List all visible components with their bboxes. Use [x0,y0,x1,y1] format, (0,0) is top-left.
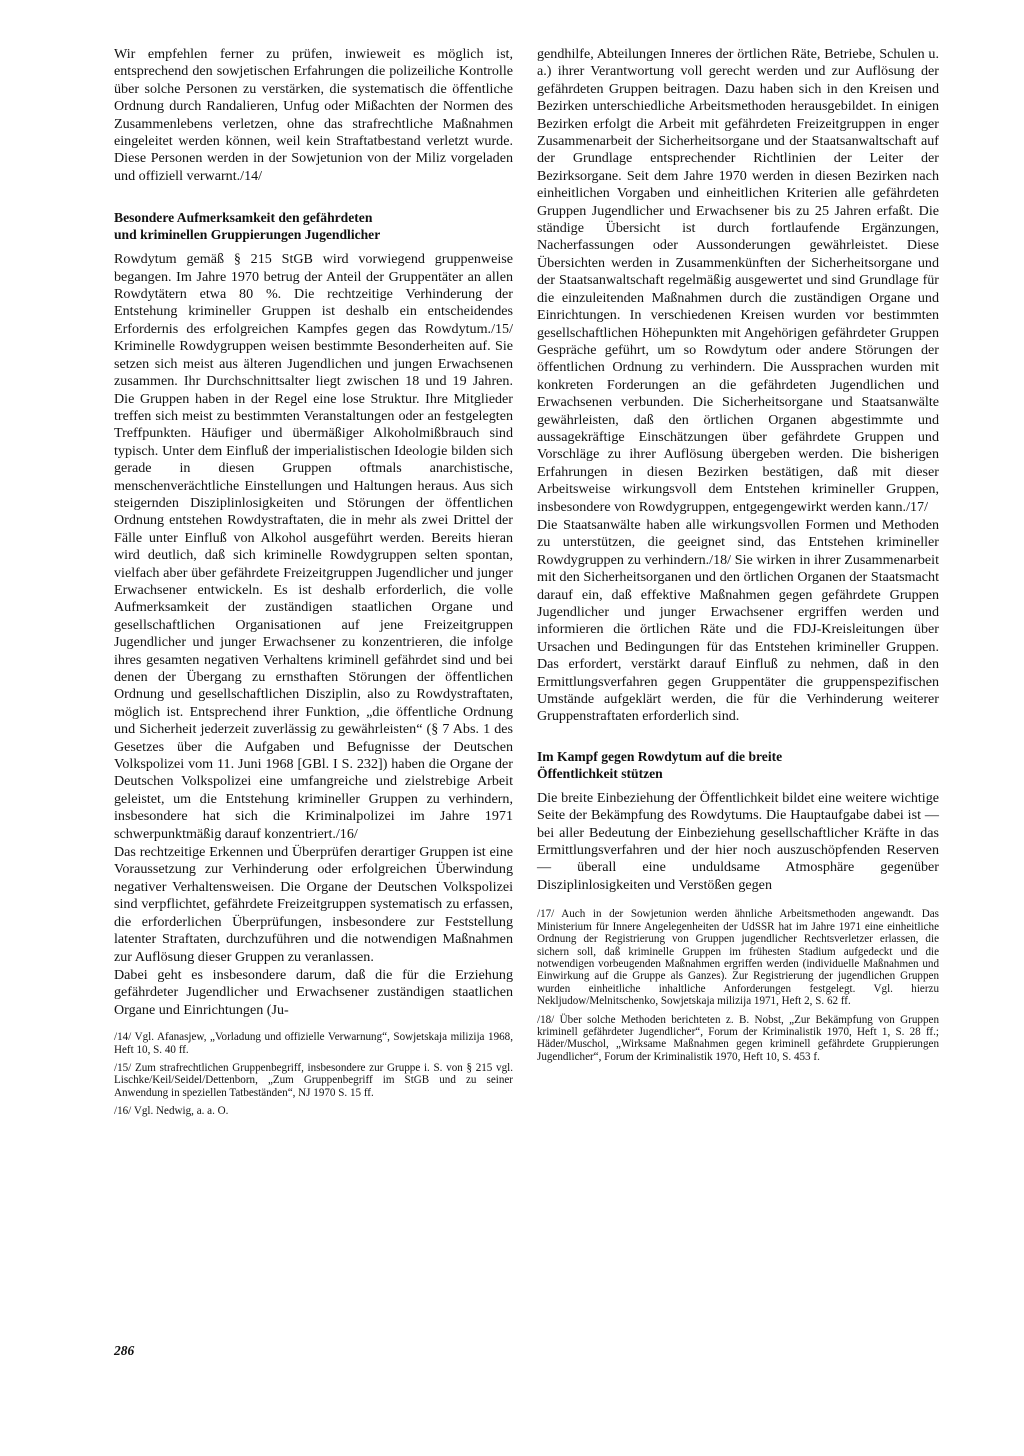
heading-line: Öffentlichkeit stützen [537,765,663,781]
right-column [537,46,939,1069]
heading-line: Besondere Aufmerksamkeit den gefährdeten [114,210,373,226]
footnote-15: /15/ Zum strafrechtlichen Gruppenbegriff, insbesondere zur Gruppe i. S. von § 215 vgl. Lischke/Keil/Seidel/Dettenborn, „Zum Gruppenbegriff im StGB und zu seiner Anwendung in speziellen Tatbeständen“, NJ 1970 S. 15 ff. [114,1061,513,1099]
body-paragraph: Dabei geht es insbesondere darum, daß die für die Erziehung gefährdeter Jugendlicher und Erwachsener zuständigen staatlichen Organe und Einrichtungen (Ju- [114,966,513,1018]
section-heading-oeffentlichkeit [537,748,939,782]
heading-line: Im Kampf gegen Rowdytum auf die breite [537,748,783,764]
footnotes-right [537,908,939,1063]
footnote-14: /14/ Vgl. Afanasjew, „Vorladung und offizielle Verwarnung“, Sowjetskaja milizija 1968, Heft 10, S. 40 ff. [114,1031,513,1056]
footnotes-left [114,1031,513,1117]
footnote-18: /18/ Über solche Methoden berichteten z. B. Nobst, „Zur Bekämpfung von Gruppen kriminell gefährdeter Jugendlicher“, Forum der Kriminalistik 1970, Heft 1, S. 28 ff.; Häder/Muschol, „Wirksame Maßnahmen gegen kriminell gefährdete Gruppierungen Jugendlicher“, Forum der Kriminalistik 1970, Heft 10, S. 453 f. [537,1013,939,1063]
body-paragraph: Das rechtzeitige Erkennen und Überprüfen derartiger Gruppen ist eine Voraussetzung zur Verhinderung oder erfolgreichen Überwindung negativer Verhaltensweisen. Die Organe der Deutschen Volkspolizei sind verpflichtet, gefährdete Freizeitgruppen systematisch zu erfassen, die erforderlichen Überprüfungen, insbesondere zur Feststellung latenter Straftaten, durchzuführen und die notwendigen Maßnahmen zur Auflösung dieser Gruppen zu veranlassen. [114,844,513,965]
footnote-17: /17/ Auch in der Sowjetunion werden ähnliche Arbeitsmethoden angewandt. Das Ministerium für Innere Angelegenheiten der UdSSR hat im Jahre 1971 eine einheitliche Ordnung der Registrierung von Gruppen jugendlicher Rechtsverletzer erlassen, die sichern soll, daß kriminelle Gruppen im frühesten Stadium aufgedeckt und die notwendigen vorbeugenden Maßnahmen ergriffen werden (individuelle Maßnahmen und Einwirkung auf die Gruppe als Ganzes). Zur Registrierung der jugendlichen Gruppen wurden einheitliche inhaltliche Anforderungen festgelegt. Vgl. hierzu Nekljudow/Melnitschenko, Sowjetskaja milizija 1971, Heft 2, S. 62 ff. [537,908,939,1008]
section-paragraph: Die breite Einbeziehung der Öffentlichkeit bildet eine weitere wichtige Seite der Bekämpfung des Rowdytums. Die Hauptaufgabe dabei ist — bei aller Bedeutung der Einbeziehung gesellschaftlicher Kräfte in das Ermittlungsverfahren und der hier noch auszuschöpfenden Reserven — überall eine unduldsame Atmosphäre gegenüber Disziplinlosigkeiten und Verstößen gegen [537,789,939,893]
intro-paragraph: Wir empfehlen ferner zu prüfen, inwieweit es möglich ist, entsprechend den sowjetischen Erfahrungen die polizeiliche Kontrolle über solche Personen zu verstärken, die systematisch die öffentliche Ordnung durch Randalieren, Unfug oder Mißachten der Normen des Zusammenlebens verletzen, ohne das strafrechtliche Maßnahmen eingeleitet werden können, weil kein Straftatbestand verletzt wurde. Diese Personen werden in der Sowjetunion von der Miliz vorgeladen und offiziell verwarnt./14/ [114,46,513,184]
body-paragraph: Rowdytum gemäß § 215 StGB wird vorwiegend gruppenweise begangen. Im Jahre 1970 betrug der Anteil der Gruppentäter an allen Rowdytätern etwa 80 %. Die rechtzeitige Verhinderung der Entstehung krimineller Gruppen ist deshalb ein entscheidendes Erfordernis des erfolgreichen Kampfes gegen das Rowdytum./15/ Kriminelle Rowdygruppen weisen bestimmte Besonderheiten auf. Sie setzen sich meist aus älteren Jugendlichen und jungen Erwachsenen zusammen. Ihr Durchschnittsalter liegt zwischen 18 und 19 Jahren. Die Gruppen haben in der Regel eine lose Struktur. Ihre Mitglieder treffen sich meist zu bestimmten Veranstaltungen oder an festgelegten Treffpunkten. Häufiger und übermäßiger Alkoholmißbrauch sind typisch. Unter dem Einfluß der imperialistischen Ideologie bilden sich gerade in diesen Gruppen oftmals anarchistische, menschenverächtliche Einstellungen und Haltungen heraus. Aus sich steigernden Disziplinlosigkeiten und Störungen der öffentlichen Ordnung entstehen Rowdystraftaten, die in mehr als zwei Drittel der Fälle unter Einfluß von Alkohol ausgeführt werden. Bereits hieran wird deutlich, daß sich kriminelle Rowdygruppen selten spontan, vielfach aber über gefährdete Freizeitgruppen Jugendlicher und junger Erwachsener entwickeln. Es ist deshalb erforderlich, die volle Aufmerksamkeit der zuständigen staatlichen Organe und gesellschaftlichen Organisationen auf jene Freizeitgruppen Jugendlicher und junger Erwachsener zu konzentrieren, die infolge ihres gesamten negativen Verhaltens kriminell gefährdet sind und bei denen der Übergang zu ernsthaften Störungen der öffentlichen Ordnung und gesellschaftlichen Disziplin, also zu Rowdystraftaten, möglich ist. Entsprechend ihrer Funktion, „die öffentliche Ordnung und Sicherheit jederzeit zuverlässig zu gewährleisten“ (§ 7 Abs. 1 des Gesetzes über die Aufgaben und Befugnisse der Deutschen Volkspolizei vom 11. Juni 1968 [GBl. I S. 232]) haben die Organe der Deutschen Volkspolizei eine umfangreiche und zielstrebige Arbeit geleistet, um die Entstehung krimineller Gruppen zu verhindern, insbesondere hat sich die Kriminalpolizei im Jahre 1971 schwerpunktmäßig darauf konzentriert./16/ [114,251,513,842]
body-paragraph: Die Staatsanwälte haben alle wirkungsvollen Formen und Methoden zu unterstützen, die geeignet sind, das Entstehen krimineller Rowdygruppen zu verhindern./18/ Sie wirken in ihrer Zusammenarbeit mit den Sicherheitsorganen und den örtlichen Organen der Staatsmacht darauf ein, daß effektive Maßnahmen gegen gefährdete Gruppen Jugendlicher und junger Erwachsener ergriffen werden und informieren die örtlichen Räte und die FDJ-Kreisleitungen über Ursachen und Bedingungen für das Entstehen krimineller Gruppen. Das erfordert, verstärkt darauf Einfluß zu nehmen, daß in den Ermittlungsverfahren gegen Gruppentäter die gruppenspezifischen Umstände aufgeklärt werden, die für die Verhinderung weiterer Gruppenstraftaten erforderlich sind. [537,516,939,725]
footnote-16: /16/ Vgl. Nedwig, a. a. O. [114,1105,229,1118]
left-column [114,46,513,1124]
page-number: 286 [114,1343,135,1358]
heading-line: und kriminellen Gruppierungen Jugendlicher [114,227,381,243]
body-paragraph: gendhilfe, Abteilungen Inneres der örtlichen Räte, Betriebe, Schulen u. a.) ihrer Verantwortung voll gerecht werden und zur Auflösung der gefährdeten Gruppen beitragen. Dazu haben sich in den Kreisen und Bezirken unterschiedliche Arbeitsmethoden herausgebildet. In einigen Bezirken erfolgt die Arbeit mit gefährdeten Freizeitgruppen in enger Zusammenarbeit der Sicherheitsorgane und der Staatsanwaltschaft auf der Grundlage entsprechender Richtlinien der Leiter der Bezirksorgane. Seit dem Jahre 1970 werden in diesen Bezirken nach einheitlichen Vorgaben und einheitlichen Kriterien alle gefährdeten Gruppen Jugendlicher und Erwachsener bis zu 25 Jahren erfaßt. Die ständige Übersicht ist durch fortlaufende Ergänzungen, Nacherfassungen oder Aussonderungen gewährleistet. Diese Übersichten werden in Zusammenkünften der Sicherheitsorgane und der Staatsanwaltschaft regelmäßig ausgewertet und sind Grundlage für die einzuleitenden Maßnahmen durch die zuständigen Organe und Einrichtungen. In verschiedenen Kreisen wurden vor bestimmten gesellschaftlichen Höhepunkten mit Angehörigen gefährdeter Gruppen Gespräche geführt, um so Rowdytum oder andere Störungen der öffentlichen Ordnung zu verhindern. Die Aussprachen wurden mit konkreten Forderungen an die gefährdeten Jugendlichen und Erwachsenen verbunden. Die Sicherheitsorgane und Staatsanwälte gewährleisten, daß den örtlichen Organen abgestimmte und aussagekräftige Einschätzungen über gefährdete Gruppen und Vorschläge zu ihrer Auflösung übergeben werden. Die bisherigen Erfahrungen in diesen Bezirken bestätigen, daß mit dieser Arbeitsweise wirkungsvoll dem Entstehen krimineller Gruppen, insbesondere von Rowdygruppen, entgegengewirkt werden kann./17/ [537,46,939,515]
section-heading-gruppierungen [114,209,513,243]
